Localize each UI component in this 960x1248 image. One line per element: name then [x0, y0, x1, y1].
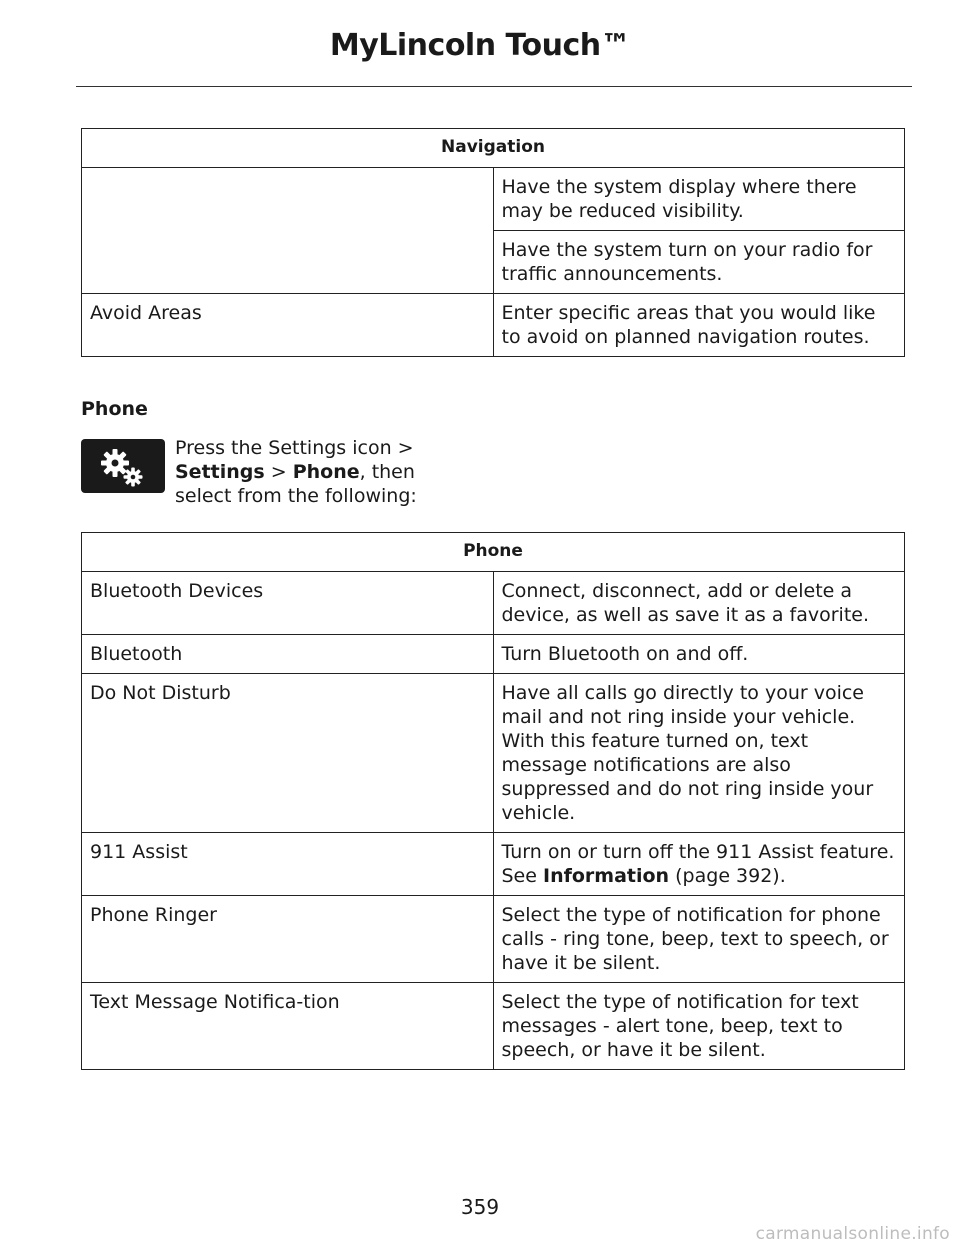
navigation-table-heading: Navigation	[82, 129, 905, 168]
settings-menu-label: Settings	[175, 461, 265, 483]
table-row	[82, 896, 905, 983]
settings-gears-icon	[81, 439, 165, 493]
table-row	[82, 168, 905, 231]
setting-description: Connect, disconnect, add or delete a device, as well as save it as a favorite.	[493, 572, 905, 635]
phone-section-heading: Phone	[81, 398, 148, 420]
table-row	[82, 635, 905, 674]
phone-table	[81, 532, 905, 1070]
setting-description: Select the type of notification for phone calls - ring tone, beep, text to speech, or have it be silent.	[493, 896, 905, 983]
setting-name: Phone Ringer	[82, 896, 494, 983]
setting-name: Bluetooth Devices	[82, 572, 494, 635]
table-row	[82, 294, 905, 357]
setting-description: Have the system display where there may be reduced visibility.	[493, 168, 905, 231]
setting-description: Enter specific areas that you would like to avoid on planned navigation routes.	[493, 294, 905, 357]
setting-name: 911 Assist	[82, 833, 494, 896]
table-row	[82, 833, 905, 896]
page-number: 359	[460, 1195, 500, 1219]
title-divider	[76, 86, 912, 87]
setting-name: Bluetooth	[82, 635, 494, 674]
page-title: MyLincoln Touch™	[329, 28, 631, 63]
setting-name: Avoid Areas	[82, 294, 494, 357]
table-row	[82, 674, 905, 833]
phone-table-heading: Phone	[82, 533, 905, 572]
setting-name	[82, 168, 494, 294]
setting-name: Text Message Notifica-tion	[82, 983, 494, 1070]
settings-instruction: Press the Settings icon > Settings > Phone, then select from the following:	[175, 437, 417, 507]
phone-menu-label: Phone	[292, 461, 360, 483]
setting-name: Do Not Disturb	[82, 674, 494, 833]
setting-description: Turn Bluetooth on and off.	[493, 635, 905, 674]
table-row	[82, 572, 905, 635]
setting-description: Have all calls go directly to your voice mail and not ring inside your vehicle. With this feature turned on, text message notifications are also suppressed and do not ring inside your vehicle.	[493, 674, 905, 833]
navigation-table	[81, 128, 905, 357]
setting-description: Turn on or turn off the 911 Assist feature. See Information (page 392).	[493, 833, 905, 896]
watermark: carmanualsonline.info	[755, 1224, 950, 1244]
table-row	[82, 983, 905, 1070]
information-reference-link[interactable]: Information	[543, 865, 670, 887]
setting-description: Select the type of notification for text messages - alert tone, beep, text to speech, or have it be silent.	[493, 983, 905, 1070]
setting-description: Have the system turn on your radio for traffic announcements.	[493, 231, 905, 294]
